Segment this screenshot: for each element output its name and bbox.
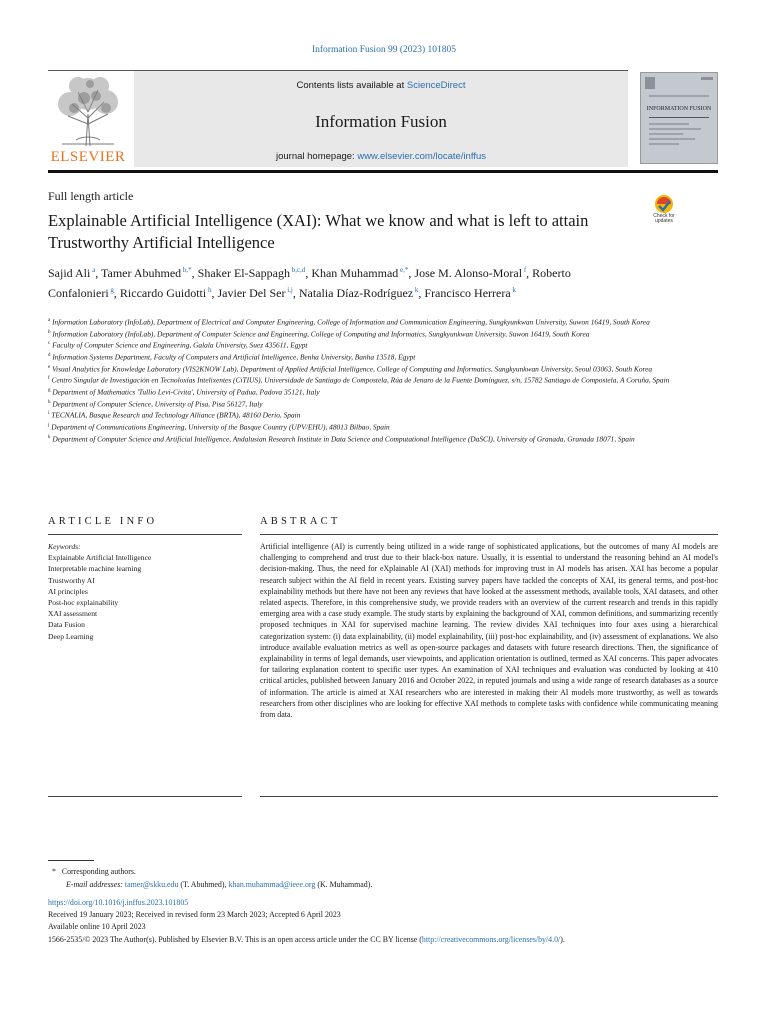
email-link-1[interactable]: tamer@skku.edu — [124, 879, 179, 889]
keyword: XAI assessment — [48, 609, 98, 619]
author-name: Riccardo Guidotti — [119, 286, 207, 300]
affiliation-key: b — [48, 329, 51, 335]
tree-icon — [48, 74, 128, 148]
keywords-label: Keywords: — [48, 542, 81, 551]
license-suffix: ). — [560, 934, 565, 944]
author-affiliation-marker[interactable]: a — [90, 266, 96, 274]
license-text: 1566-2535/© 2023 The Author(s). Published by Elsevier B.V. This is an open access article under the CC BY license ( — [48, 934, 422, 944]
header-bottom-rule — [48, 170, 718, 173]
affiliation-key: j — [48, 423, 50, 429]
affiliation — [48, 398, 688, 410]
affiliation-key: h — [48, 399, 51, 405]
author-name: Sajid Ali — [48, 266, 91, 280]
affiliation-text: Department of Mathematics 'Tullio Levi-Civita', University of Padua, Padova 35121, Italy — [50, 387, 320, 397]
article-info-rule — [48, 534, 242, 535]
affiliation — [48, 363, 688, 375]
author[interactable] — [217, 286, 292, 300]
affiliation-list — [48, 316, 688, 444]
author-affiliation-marker[interactable]: e,* — [398, 266, 409, 274]
asterisk-mark: * — [48, 867, 62, 876]
affiliation-text: Department of Computer Science, University of Pisa, Pisa 56127, Italy — [50, 399, 263, 409]
online-date: Available online 10 April 2023 — [48, 922, 146, 932]
affiliation-key: g — [48, 388, 51, 394]
affiliation-text: Information Systems Department, Faculty of Computers and Artificial Intelligence, Benha University, Banha 13518, Egypt — [50, 352, 416, 362]
author-affiliation-marker[interactable]: k — [510, 286, 516, 294]
author-name: Jose M. Alonso-Moral — [414, 266, 523, 280]
author[interactable] — [311, 266, 408, 280]
affiliation-text: Centro Singular de Investigación en Tecnoloxías Intelixentes (CiTIUS), Universidade de Santiago de Compostela, Rúa de Jenaro de la Fuente Domínguez, s/n, 15782 Santiago de Compostela, A Coruña, Spain — [49, 375, 670, 385]
affiliation-key: d — [48, 353, 51, 359]
affiliation-key: e — [48, 364, 51, 370]
affiliation-text: Department of Communications Engineering, University of the Basque Country (UPV/EHU), 48013 Bilbao, Spain — [49, 422, 390, 432]
contents-line — [134, 80, 628, 91]
author-name: Shaker El-Sappagh — [197, 266, 290, 280]
corresponding-note — [48, 866, 728, 879]
journal-name: Information Fusion — [315, 112, 447, 131]
keyword: Trustworthy AI — [48, 575, 95, 585]
abstract-heading: ABSTRACT — [260, 516, 341, 527]
affiliation-text: TECNALIA, Basque Research and Technology Alliance (BRTA), 48160 Derio, Spain — [49, 410, 301, 420]
corresponding-text: Corresponding authors. — [61, 867, 136, 876]
check-updates-label: Check for updates — [653, 213, 675, 224]
email-label: E-mail addresses: — [66, 879, 123, 889]
journal-citation[interactable]: Information Fusion 99 (2023) 101805 — [311, 45, 457, 55]
keyword: Deep Learning — [48, 631, 94, 641]
author-name: Javier Del Ser — [217, 286, 286, 300]
author-affiliation-marker[interactable]: k — [413, 286, 419, 294]
author[interactable] — [198, 266, 306, 280]
cover-art-icon — [641, 73, 717, 163]
email-link-2[interactable]: khan.muhammad@ieee.org — [228, 879, 316, 889]
affiliation-text: Information Laboratory (InfoLab), Department of Electrical and Computer Engineering, College of Information and Communication Engineering, Sungkyunkwan University, Suwon 16419, South Korea — [50, 317, 650, 327]
author-name: Natalia Díaz-Rodríguez — [298, 286, 414, 300]
affiliation-key: k — [48, 434, 51, 440]
author-list: Sajid Ali $^a$, Tamer Abuhmed $^{b,*}$, Shaker El-Sappagh $^{b,c,d}$, Khan Muhammad $^{e,*}$, Jose M. Alonso-Moral $^f$, Roberto Confalonieri $^g$, Riccardo Guidotti $^h$, Javier Del Ser $^{i,j}$, Natalia Díaz-Rodríguez $^k$, Francisco Herrera $^k$ — [48, 266, 571, 300]
keywords-block — [48, 541, 242, 642]
author-affiliation-marker[interactable]: h — [206, 286, 212, 294]
check-updates-icon — [645, 194, 683, 214]
keyword: Interpretable machine learning — [48, 564, 142, 574]
affiliation — [48, 386, 688, 398]
author-name: Tamer Abuhmed — [101, 266, 182, 280]
article-title: Explainable Artificial Intelligence (XAI): What we know and what is left to attain Trustworthy Artificial Intelligence — [48, 211, 589, 252]
author-name: Khan Muhammad — [311, 266, 399, 280]
license-link[interactable]: http://creativecommons.org/licenses/by/4.0/ — [421, 934, 561, 944]
keyword: Post-hoc explainability — [48, 598, 119, 608]
affiliation — [48, 316, 688, 328]
affiliation-key: a — [48, 318, 51, 323]
affiliation — [48, 409, 688, 421]
abstract-bottom-rule — [260, 796, 718, 797]
email-owner-1: (T. Abuhmed), — [180, 879, 227, 889]
journal-cover-thumbnail[interactable] — [640, 72, 718, 164]
elsevier-wordmark: ELSEVIER — [50, 149, 126, 165]
author[interactable] — [48, 266, 95, 280]
publication-meta — [48, 897, 738, 946]
email-note — [48, 879, 728, 892]
email-owner-2: (K. Muhammad). — [317, 879, 373, 889]
author[interactable] — [120, 286, 212, 300]
author-affiliation-marker[interactable]: f — [522, 266, 527, 274]
homepage-link[interactable]: www.elsevier.com/locate/inffus — [357, 151, 486, 162]
abstract-text: Artificial intelligence (AI) is currently being utilized in a wide range of sophisticated applications, but the outcomes of many AI models are challenging to comprehend and trust due to their black-box nature. Usually, it is essential to understand the reasoning behind an AI model's decision-making. Thus, the need for eXplainable AI (XAI) methods for improving trust in AI models has arisen. XAI has become a popular research subject within the AI field in recent years. Existing survey papers have tackled the concepts of XAI, its general terms, and post-hoc explainability methods but there have not been any reviews that have looked at the assessment methods, available tools, XAI datasets, and other related aspects. Therefore, in this comprehensive study, we provide readers with an overview of the current research and trends in this rapidly emerging area with a case study example. The study starts by explaining the background of XAI, common definitions, and summarizing recently proposed techniques in XAI for supervised machine learning. The review divides XAI techniques into four axes using a hierarchical categorization system: (i) data explainability, (ii) model explainability, (iii) post-hoc explainability, and (iv) assessment of explanations. We also introduce available evaluation metrics as well as open-source packages and datasets with future research directions. Then, the significance of explainability in terms of legal demands, user viewpoints, and application orientation is outlined, termed as XAI concerns. This paper advocates for tailoring explanation content to specific user types. An examination of XAI techniques and evaluation was conducted by looking at 410 critical articles, published between January 2016 and October 2022, in reputed journals and using a wide range of research databases as a source of information. The article is aimed at XAI researchers who are interested in making their AI models more trustworthy, as well as towards researchers from other disciplines who are looking for effective XAI methods to complete tasks with confidence while communicating meaning from data. — [260, 542, 718, 720]
affiliation-key: c — [48, 341, 51, 347]
author[interactable] — [101, 266, 192, 280]
author-affiliation-marker[interactable]: g — [108, 286, 114, 294]
author[interactable] — [414, 266, 526, 280]
affiliation — [48, 374, 688, 386]
affiliation — [48, 421, 688, 433]
dates-line: Received 19 January 2023; Received in revised form 23 March 2023; Accepted 6 April 2023 — [48, 910, 341, 920]
elsevier-logo[interactable] — [48, 74, 128, 166]
author-affiliation-marker[interactable]: b,c,d — [289, 266, 306, 274]
article-type: Full length article — [48, 189, 134, 203]
keyword-list — [48, 552, 242, 642]
abstract-rule — [260, 534, 718, 535]
contents-prefix: Contents lists available at — [296, 80, 407, 91]
affiliation-key: i — [48, 411, 50, 417]
author-name: Francisco Herrera — [424, 286, 511, 300]
homepage-line — [134, 151, 628, 162]
article-info-bottom-rule — [48, 796, 242, 797]
affiliation-text: Information Laboratory (InfoLab), Department of Computer Science and Engineering, College of Computing and Informatics, Sungkyunkwan University, Suwon 16419, South Korea — [50, 329, 590, 339]
author-affiliation-marker[interactable]: b,* — [181, 266, 192, 274]
author[interactable] — [424, 286, 516, 300]
affiliation-text: Visual Analytics for Knowledge Laboratory (VIS2KNOW Lab), Department of Applied Artificial Intelligence, College of Computing and Informatics, Sungkyunkwan University, Seoul 03063, South Korea — [50, 364, 653, 374]
doi-link[interactable]: https://doi.org/10.1016/j.inffus.2023.101805 — [48, 898, 189, 907]
affiliation-text: Faculty of Computer Science and Engineering, Galala University, Suez 435611, Egypt — [50, 340, 308, 350]
homepage-prefix: journal homepage: — [275, 151, 358, 162]
author-name: Roberto Confalonieri — [48, 266, 571, 300]
affiliation-key: f — [48, 376, 50, 382]
keyword: Data Fusion — [48, 620, 85, 630]
article-info-heading: ARTICLE INFO — [48, 516, 158, 527]
affiliation — [48, 339, 688, 351]
affiliation — [48, 433, 688, 445]
author-affiliation-marker[interactable]: i,j — [285, 286, 293, 294]
affiliation-text: Department of Computer Science and Artificial Intelligence, Andalusian Research Institute in Data Science and Computational Intelligence (DaSCI), University of Granada, Granada 18071, Spain — [50, 434, 635, 444]
license-line — [48, 934, 738, 946]
author[interactable] — [299, 286, 419, 300]
check-for-updates-button[interactable] — [645, 194, 683, 230]
keyword: Explainable Artificial Intelligence — [48, 553, 152, 563]
affiliation — [48, 328, 688, 340]
footnotes — [48, 866, 728, 891]
footnote-rule — [48, 860, 94, 861]
sciencedirect-link[interactable]: ScienceDirect — [406, 80, 466, 91]
cover-title: INFORMATION FUSION — [646, 106, 712, 112]
affiliation — [48, 351, 688, 363]
keyword: AI principles — [48, 586, 88, 596]
